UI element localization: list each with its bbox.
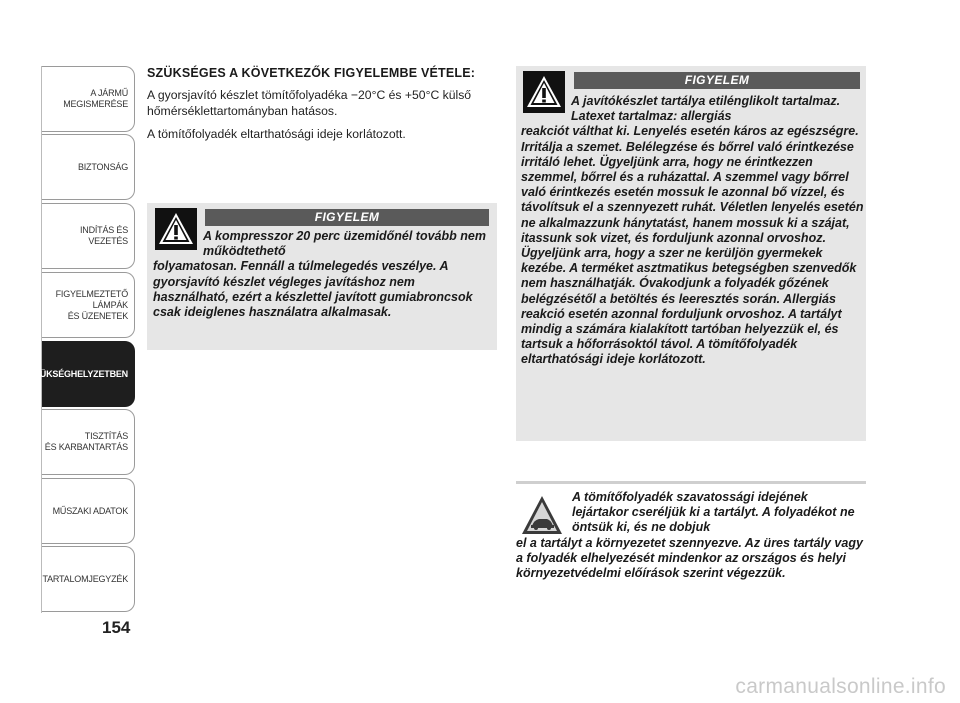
tab-tartalomjegyzek[interactable]: TARTALOMJEGYZÉK: [42, 546, 135, 612]
watermark: carmanualsonline.info: [735, 675, 946, 698]
main-text-column: [147, 66, 497, 149]
environment-car-icon: [520, 494, 564, 536]
tab-szukseghelyzetben[interactable]: SZÜKSÉGHELYZETBEN: [42, 341, 135, 407]
paragraph: A gyorsjavító készlet tömítőfolyadéka −20°C és +50°C külső hőmérséklettartományban hatásos.: [147, 88, 472, 118]
warning-text-rest: folyamatosan. Fennáll a túlmelegedés veszélye. A gyorsjavító készlet végleges javításhoz nem használható, ezért a készlettel javított gumiabroncsok csak ideiglenes használatra alkalmasak.: [153, 259, 473, 320]
tab-muszaki-adatok[interactable]: MŰSZAKI ADATOK: [42, 478, 135, 544]
environment-note: [516, 481, 866, 581]
paragraph: A tömítőfolyadék eltarthatósági ideje korlátozott.: [147, 127, 406, 141]
warning-text-first: A kompresszor 20 perc üzemidőnél tovább nem működtethető: [203, 229, 486, 259]
tab-inditas-es-vezetes[interactable]: INDÍTÁS ÉS VEZETÉS: [42, 203, 135, 269]
page-number: 154: [102, 618, 131, 637]
chapter-tabs: [28, 66, 136, 613]
warning-title-bar: [574, 72, 860, 89]
warning-box-ethylene-glycol: [516, 66, 866, 441]
warning-title: FIGYELEM: [684, 73, 750, 87]
note-text: [516, 490, 866, 581]
warning-title-bar: [205, 209, 489, 226]
warning-text-rest: reakciót válthat ki. Lenyelés esetén káros az egészségre. Irritálja a szemet. Belélegzése és bőrrel való érintkezése irritáló lehet. Ügyeljünk arra, hogy ne érintkezzen szemmel, bőrrel és a ruházattal. A szemmel vagy bőrrel való érintkezés esetén mossuk le azonnal bő vízzel, és távolítsuk el a szennyezett ruhát. Véletlen lenyelés esetén ne alkalmazzunk hánytatást, hanem mossuk ki a szájat, itassunk sok vizet, és forduljunk azonnal orvoshoz. Ügyeljünk arra, hogy a szer ne kerüljön gyermekek kezébe. A terméket asztmatikus betegségben szenvedők nem használhatják. Óvakodjunk a folyadék gőzének belégzésétől a betöltés és leeresztés során. Allergiás reakció esetén azonnal forduljunk orvoshoz. A tartályt mindig a számára kialakított tartóban helyezzük el, és tartsuk a hőforrásoktól távol. A tömítőfolyadék eltarthatósági ideje korlátozott.: [521, 124, 864, 367]
warning-text: [153, 229, 493, 320]
note-text-rest: el a tartályt a környezetet szennyezve. Az üres tartály vagy a folyadék elhelyezését mindenkor az országos és helyi környezetvédelmi előírások szerint végezzük.: [516, 535, 863, 581]
tab-tisztitas-es-karbantartas[interactable]: TISZTÍTÁS ÉS KARBANTARTÁS: [42, 409, 135, 475]
tab-biztonsag[interactable]: BIZTONSÁG: [42, 134, 135, 200]
section-heading: SZÜKSÉGES A KÖVETKEZŐK FIGYELEMBE VÉTELE:: [147, 66, 476, 80]
tab-jarmu-megismerese[interactable]: A JÁRMŰ MEGISMERÉSE: [42, 66, 135, 132]
warning-text: [521, 94, 865, 368]
warning-text-first: A javítókészlet tartálya etilénglikolt tartalmaz. Latexet tartalmaz: allergiás: [571, 94, 841, 124]
note-text-first: A tömítőfolyadék szavatossági idejének lejártakor cseréljük ki a tartályt. A folyadékot ne öntsük ki, és ne dobjuk: [572, 490, 855, 535]
tab-figyelmezteto-lampak[interactable]: FIGYELMEZTETŐ LÁMPÁK ÉS ÜZENETEK: [42, 272, 135, 338]
warning-title: FIGYELEM: [314, 210, 380, 224]
warning-box-compressor: [147, 203, 497, 350]
